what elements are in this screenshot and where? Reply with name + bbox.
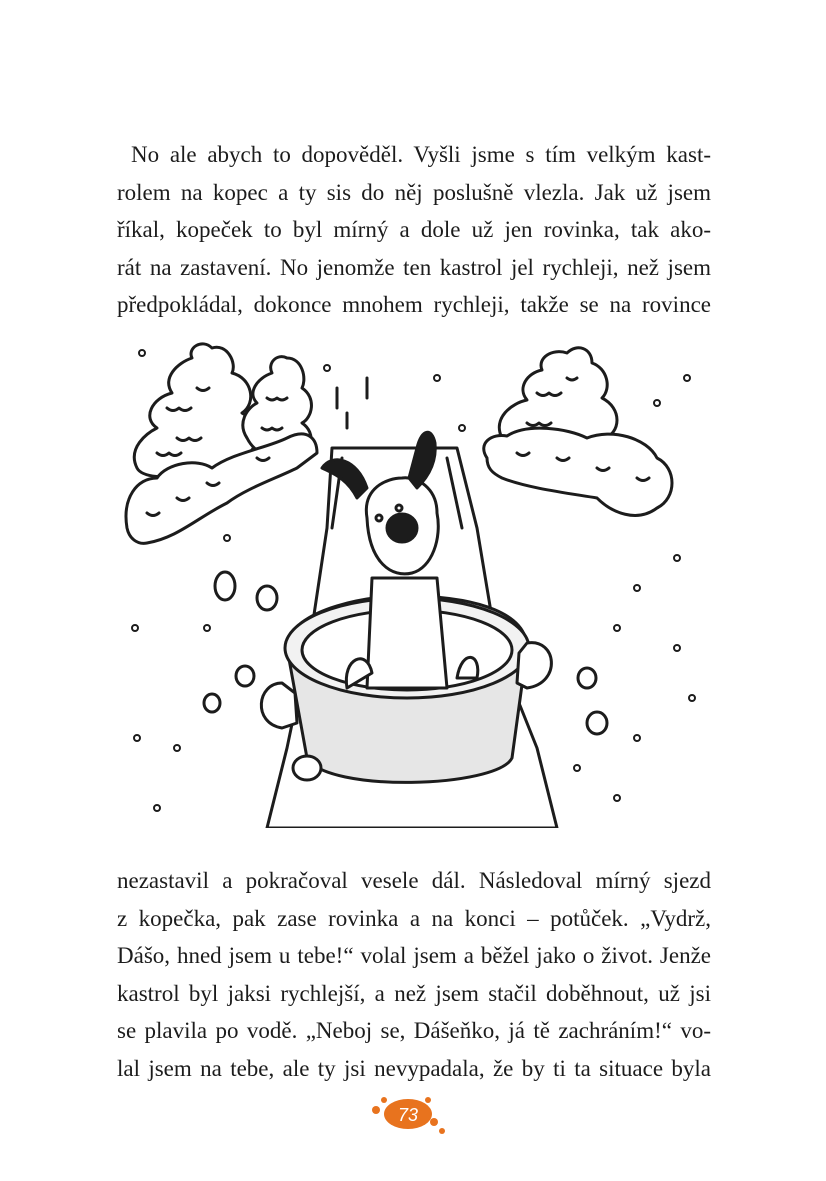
text-line: se plavila po vodě. „Neboj se, Dášeňko, já tě zachráním!“ vo- bbox=[117, 1018, 711, 1043]
dog-in-pot-sledding-illustration bbox=[117, 328, 709, 828]
text-line: lal jsem na tebe, ale ty jsi nevypadala, že by ti ta situace byla bbox=[117, 1055, 711, 1081]
text-line: nezastavil a pokračoval vesele dál. Následoval mírný sjezd bbox=[117, 868, 711, 893]
page-number: 73 bbox=[397, 1105, 419, 1125]
text-line: rolem na kopec a ty sis do něj poslušně vlezla. Jak už jsem bbox=[117, 179, 711, 205]
text-line: rát na zastavení. No jenomže ten kastrol jel rychleji, než jsem bbox=[117, 254, 711, 280]
text-line: No ale abych to dopověděl. Vyšli jsme s tím velkým kast- bbox=[131, 142, 711, 167]
text-line: předpokládal, dokonce mnohem rychleji, takže se na rovince bbox=[117, 292, 711, 317]
text-line: Dášo, hned jsem u tebe!“ volal jsem a běžel jako o život. Jenže bbox=[117, 943, 711, 968]
text-line: z kopečka, pak zase rovinka a na konci – potůček. „Vydrž, bbox=[117, 905, 711, 931]
paragraph-bottom bbox=[117, 862, 711, 1087]
text-line: kastrol byl jaksi rychlejší, a než jsem stačil doběhnout, už jsi bbox=[117, 980, 711, 1006]
text-line: říkal, kopeček to byl mírný a dole už jen rovinka, tak ako- bbox=[117, 217, 711, 242]
paragraph-top bbox=[117, 136, 711, 324]
page-number-badge bbox=[366, 1088, 450, 1138]
